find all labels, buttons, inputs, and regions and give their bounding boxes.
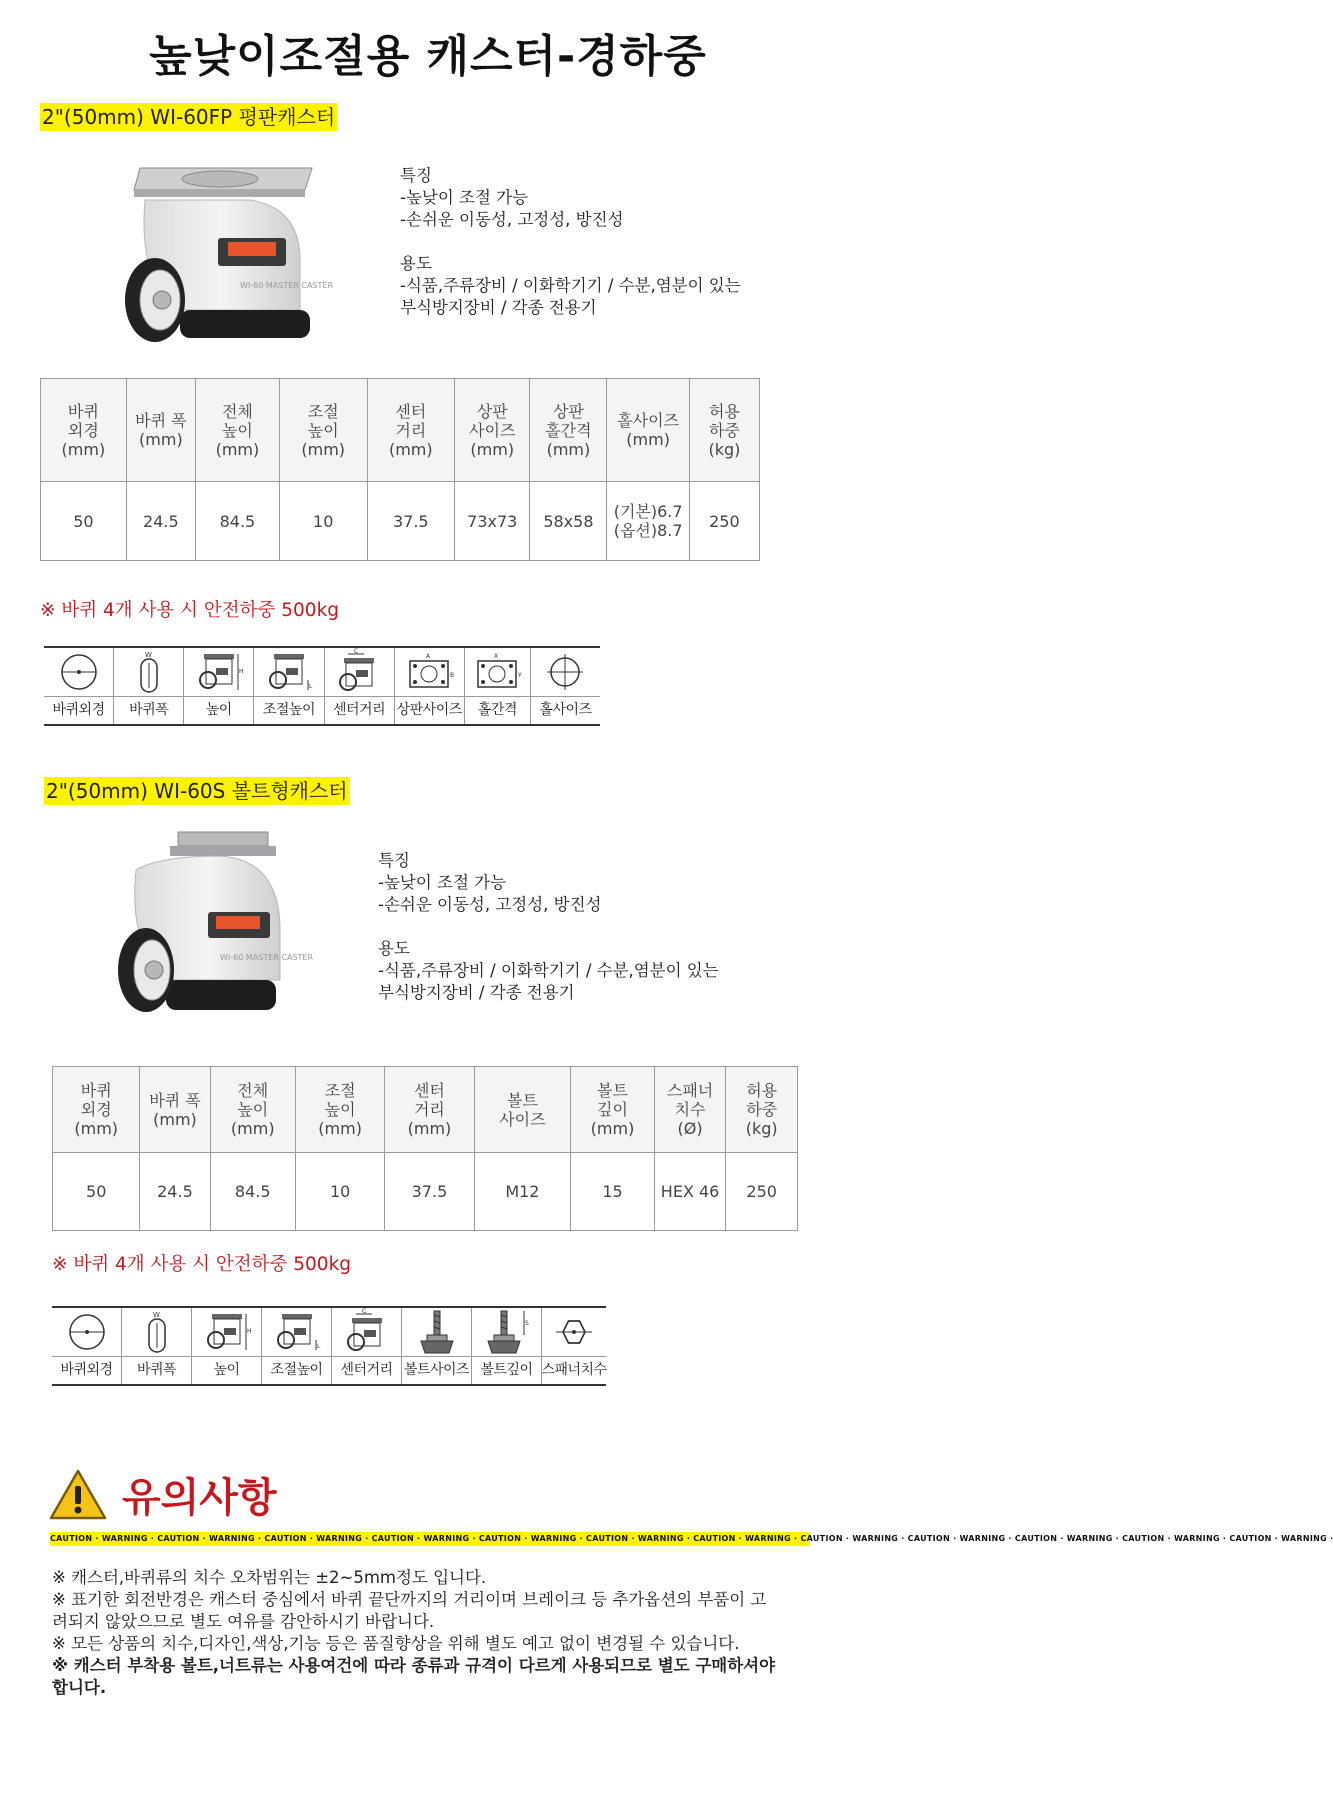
legend-item: S 볼트깊이 (472, 1308, 542, 1384)
legend-item: 홀사이즈 (531, 648, 600, 724)
table-header-cell: 스패너 치수 (Ø) (654, 1067, 726, 1153)
table-cell: 250 (726, 1153, 798, 1231)
bolt-depth-icon (472, 1308, 541, 1357)
caution-title: 유의사항 (122, 1475, 277, 1521)
svg-text:C: C (361, 1308, 366, 1315)
table-cell: 50 (53, 1153, 140, 1231)
table-cell: 58x58 (530, 482, 607, 561)
center-distance-icon (332, 1308, 401, 1357)
caution-note-4: ※ 캐스터 부착용 볼트,너트류는 사용여건에 따라 종류과 규격이 다르게 사용되므로 별도 구매하셔야 합니다. (52, 1656, 776, 1697)
table-cell: 84.5 (195, 482, 279, 561)
table-row (53, 1153, 798, 1231)
svg-text:A: A (426, 653, 431, 660)
legend-item: L 조절높이 (254, 648, 324, 724)
table-header-cell: 조절 높이 (mm) (279, 379, 367, 482)
svg-text:WI-60 MASTER CASTER: WI-60 MASTER CASTER (240, 281, 334, 290)
hole-size-icon (531, 648, 600, 697)
table-header-cell: 볼트 깊이 (mm) (571, 1067, 655, 1153)
svg-text:W: W (144, 651, 152, 659)
svg-text:X: X (494, 653, 499, 660)
table-header-cell: 상판 홀간격 (mm) (530, 379, 607, 482)
svg-text:B: B (450, 672, 455, 679)
table-header-cell: 바퀴 외경 (mm) (41, 379, 127, 482)
bolt-size-icon (402, 1308, 471, 1357)
hole-spacing-icon (465, 648, 530, 697)
table-header-row (41, 379, 760, 482)
table-header-cell: 센터 거리 (mm) (385, 1067, 474, 1153)
table-cell: 73x73 (455, 482, 530, 561)
wheel-width-icon (122, 1308, 191, 1357)
table-cell: 50 (41, 482, 127, 561)
svg-text:Y: Y (518, 672, 522, 679)
caution-band-text: CAUTION · WARNING · CAUTION · WARNING · CAUTION · WARNING · CAUTION · WARNING · CAUTION · WARNING · CAUTION · WARNING · CAUTION · WARNING · CAUTION · WARNING · CAUTION · WARNING · CAUTION · WARNING · CAUTION · WARNING · CAUTION · WARNING · (50, 1534, 1333, 1543)
product-2-heading: 2"(50mm) WI-60S 볼트형캐스터 (46, 779, 348, 803)
table-header-cell: 바퀴 외경 (mm) (53, 1067, 140, 1153)
table-header-cell: 전체 높이 (mm) (195, 379, 279, 482)
product-1-legend (44, 646, 600, 726)
svg-text:L: L (308, 683, 313, 690)
product-2-load-note: ※ 바퀴 4개 사용 시 안전하중 500kg (52, 1254, 352, 1275)
table-header-cell: 조절 높이 (mm) (295, 1067, 384, 1153)
table-header-cell: 바퀴 폭 (mm) (140, 1067, 210, 1153)
legend-item: H 높이 (184, 648, 254, 724)
table-row (41, 482, 760, 561)
caution-band (50, 1532, 1333, 1546)
table-cell: 15 (571, 1153, 655, 1231)
table-cell: (기본)6.7 (옵션)8.7 (607, 482, 689, 561)
page-title: 높낮이조절용 캐스터-경하중 (149, 31, 707, 82)
svg-text:L: L (316, 1343, 320, 1350)
svg-text:H: H (238, 668, 244, 675)
wheel-diameter-icon (44, 648, 113, 697)
legend-item: L 조절높이 (262, 1308, 332, 1384)
caution-note-1: ※ 캐스터,바퀴류의 치수 오차범위는 ±2~5mm정도 입니다. (52, 1568, 487, 1587)
legend-item: C 센터거리 (325, 648, 395, 724)
table-header-cell: 센터 거리 (mm) (367, 379, 455, 482)
height-icon (192, 1308, 261, 1357)
legend-item: 바퀴외경 (44, 648, 114, 724)
caution-note-3: ※ 모든 상품의 치수,디자인,색상,기능 등은 품질향상을 위해 별도 예고 없이 변경될 수 있습니다. (52, 1634, 740, 1653)
legend-item: H 높이 (192, 1308, 262, 1384)
table-cell: HEX 46 (654, 1153, 726, 1231)
table-cell: 10 (295, 1153, 384, 1231)
caution-note-2: ※ 표기한 회전반경은 캐스터 중심에서 바퀴 끝단까지의 거리이며 브레이크 등 추가옵션의 부품이 고 려되지 않았으므로 별도 여유를 감안하시기 바랍니다. (52, 1590, 767, 1631)
warning-triangle-icon (48, 1468, 108, 1522)
product-2-features: 특징 -높낮이 조절 가능 -손쉬운 이동성, 고정성, 방진성 용도 -식품,주류장비 / 이화학기기 / 수분,염분이 있는 부식방지장비 / 각종 전용기 (378, 851, 719, 1002)
table-cell: 24.5 (140, 1153, 210, 1231)
svg-text:H: H (246, 1328, 252, 1335)
svg-text:W: W (152, 1311, 160, 1319)
adjust-height-icon (262, 1308, 331, 1357)
product-1-load-note: ※ 바퀴 4개 사용 시 안전하중 500kg (40, 600, 340, 621)
table-cell: 84.5 (210, 1153, 295, 1231)
center-distance-icon (325, 648, 394, 697)
table-header-cell: 홀사이즈 (mm) (607, 379, 689, 482)
svg-text:WI-60 MASTER CASTER: WI-60 MASTER CASTER (220, 953, 314, 962)
legend-item: W 바퀴폭 (114, 648, 184, 724)
table-header-cell: 상판 사이즈 (mm) (455, 379, 530, 482)
product-1-heading: 2"(50mm) WI-60FP 평판캐스터 (42, 105, 336, 129)
product-1-features: 특징 -높낮이 조절 가능 -손쉬운 이동성, 고정성, 방진성 용도 -식품,주류장비 / 이화학기기 / 수분,염분이 있는 부식방지장비 / 각종 전용기 (400, 166, 741, 317)
legend-item: A B 상판사이즈 (395, 648, 465, 724)
spanner-size-icon (542, 1308, 606, 1357)
table-cell: 250 (689, 482, 759, 561)
table-header-cell: 허용 하중 (kg) (726, 1067, 798, 1153)
caster-fp-image (100, 160, 334, 350)
table-cell: 24.5 (126, 482, 195, 561)
table-cell: 37.5 (385, 1153, 474, 1231)
legend-item: 바퀴외경 (52, 1308, 122, 1384)
adjust-height-icon (254, 648, 323, 697)
wheel-diameter-icon (52, 1308, 121, 1357)
wheel-width-icon (114, 648, 183, 697)
caster-bolt-image (100, 830, 314, 1030)
legend-item: C 센터거리 (332, 1308, 402, 1384)
product-1-spec-table (40, 378, 760, 561)
table-cell: M12 (474, 1153, 571, 1231)
product-2-legend (52, 1306, 606, 1386)
product-2-spec-table (52, 1066, 798, 1231)
height-icon (184, 648, 253, 697)
table-header-cell: 볼트 사이즈 (474, 1067, 571, 1153)
legend-item: 스패너치수 (542, 1308, 606, 1384)
legend-item: 볼트사이즈 (402, 1308, 472, 1384)
legend-item: X Y 홀간격 (465, 648, 531, 724)
table-header-row (53, 1067, 798, 1153)
legend-item: W 바퀴폭 (122, 1308, 192, 1384)
table-header-cell: 바퀴 폭 (mm) (126, 379, 195, 482)
svg-text:C: C (354, 648, 359, 655)
svg-text:S: S (524, 1320, 529, 1327)
table-cell: 10 (279, 482, 367, 561)
plate-size-icon (395, 648, 464, 697)
table-header-cell: 허용 하중 (kg) (689, 379, 759, 482)
table-cell: 37.5 (367, 482, 455, 561)
table-header-cell: 전체 높이 (mm) (210, 1067, 295, 1153)
